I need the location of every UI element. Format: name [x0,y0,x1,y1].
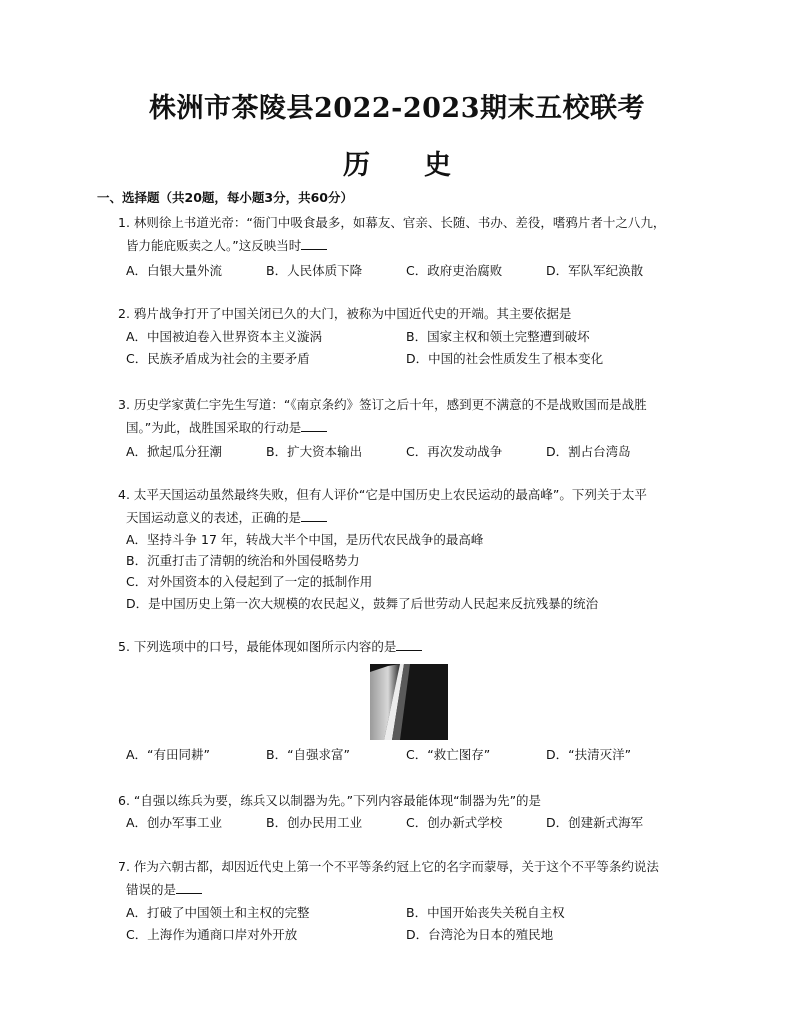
q7-stem-line-2 [126,881,202,899]
q4-stem-line-2 [126,509,327,527]
q4-option-b: B．沉重打击了清朝的统治和外国侵略势力 [126,553,360,568]
q7-option-b: B．中国开始丧失关税自主权 [406,905,565,920]
q2-stem-line-1: 2. 鸦片战争打开了中国关闭已久的大门，被称为中国近代史的开端。其主要依据是 [118,306,572,321]
exam-subject: 历 史 [343,150,451,181]
q1-option-d: D．军队军纪涣散 [546,263,644,278]
q1-option-a: A．白银大量外流 [126,263,223,278]
q6-stem-line-1: 6. “自强以练兵为要，练兵又以制器为先。”下列内容最能体现“制器为先”的是 [118,793,542,808]
q6-option-b: B．创办民用工业 [266,815,363,830]
section-heading: 一、选择题（共20题，每小题3分，共60分） [97,190,353,205]
q4-stem-line-2-text: 天国运动意义的表述，正确的是 [126,510,302,525]
q1-option-c: C．政府吏治腐败 [406,263,503,278]
answer-blank [176,882,202,894]
q6-option-c: C．创办新式学校 [406,815,503,830]
q3-stem-line-1: 3. 历史学家黄仁宇先生写道：“《南京条约》签订之后十年，感到更不满意的不是战败国而是战胜 [118,397,647,412]
q4-option-c: C．对外国资本的入侵起到了一定的抵制作用 [126,574,373,589]
q2-option-b: B．国家主权和领土完整遭到破坏 [406,329,590,344]
answer-blank [301,510,327,522]
q1-option-b: B．人民体质下降 [266,263,363,278]
q1-stem-line-2 [126,237,327,255]
q5-figure-graphic [370,664,448,740]
q3-stem-line-2-text: 国。”为此，战胜国采取的行动是 [126,420,302,435]
answer-blank [301,420,327,432]
q7-option-c: C．上海作为通商口岸对外开放 [126,927,298,942]
q1-stem-line-1: 1. 林则徐上书道光帝：“衙门中吸食最多，如幕友、官亲、长随、书办、差役，嗜鸦片者十之八九， [118,215,666,230]
answer-blank [396,639,422,651]
q7-stem-line-1: 7. 作为六朝古都，却因近代史上第一个不平等条约冠上它的名字而蒙辱，关于这个不平等条约说法 [118,859,659,874]
q2-option-d: D．中国的社会性质发生了根本变化 [406,351,604,366]
q5-stem-line-1-text: 5. 下列选项中的口号，最能体现如图所示内容的是 [118,639,397,654]
q3-option-a: A．掀起瓜分狂潮 [126,444,223,459]
q7-option-a: A．打破了中国领土和主权的完整 [126,905,310,920]
q3-option-b: B．扩大资本输出 [266,444,363,459]
q1-stem-line-2-text: 皆力能庇贩卖之人。”这反映当时 [126,238,302,253]
q5-figure-image [370,664,448,740]
q5-option-c: C．“救亡图存” [406,747,491,762]
q4-option-d: D．是中国历史上第一次大规模的农民起义，鼓舞了后世劳动人民起来反抗残暴的统治 [126,596,599,611]
q3-option-d: D．割占台湾岛 [546,444,631,459]
q2-option-c: C．民族矛盾成为社会的主要矛盾 [126,351,310,366]
q2-option-a: A．中国被迫卷入世界资本主义漩涡 [126,329,323,344]
answer-blank [301,238,327,250]
q3-option-c: C．再次发动战争 [406,444,503,459]
q5-option-a: A．“有田同耕” [126,747,211,762]
q4-stem-line-1: 4. 太平天国运动虽然最终失败，但有人评价“它是中国历史上农民运动的最高峰”。下列关于太平 [118,487,647,502]
q5-option-d: D．“扶清灭洋” [546,747,632,762]
q7-stem-line-2-text: 错误的是 [126,882,177,897]
q3-stem-line-2 [126,419,327,437]
q5-option-b: B．“自强求富” [266,747,351,762]
q6-option-a: A．创办军事工业 [126,815,223,830]
q6-option-d: D．创建新式海军 [546,815,644,830]
q5-stem-line-1 [118,638,422,656]
q4-option-a: A．坚持斗争 17 年，转战大半个中国，是历代农民战争的最高峰 [126,532,484,547]
q7-option-d: D．台湾沦为日本的殖民地 [406,927,554,942]
exam-title: 株洲市茶陵县2022-2023期末五校联考 [149,93,645,124]
